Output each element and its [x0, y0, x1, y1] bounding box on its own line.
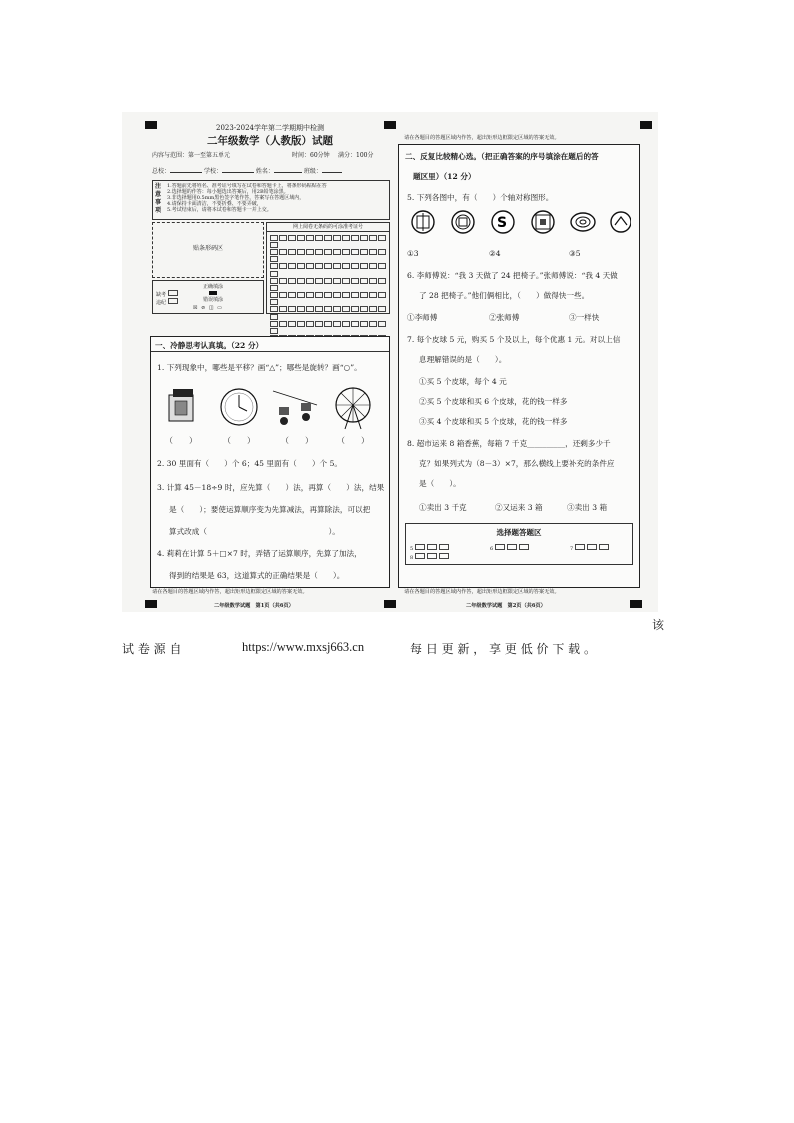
symbol-figure-6: [611, 212, 631, 232]
number-bubble[interactable]: [378, 235, 386, 241]
number-bubble[interactable]: [342, 235, 350, 241]
field-school: 学校：: [203, 168, 222, 175]
number-bubble[interactable]: [306, 278, 314, 284]
number-bubble[interactable]: [333, 321, 341, 327]
section2-panel: [398, 144, 640, 588]
number-bubble[interactable]: [315, 321, 323, 327]
q8-option-2: ②又运来 3 箱: [495, 503, 543, 512]
number-bubble[interactable]: [342, 278, 350, 284]
left-page-warning: 请在各题目的答题区域内作答，超出矩形边框限定区域的答案无效。: [152, 589, 308, 595]
symbol-figure-4: [532, 211, 554, 233]
note-line: 1.答题前先将姓名、准考证号填写在试卷和答题卡上，将条形码粘贴在答: [167, 183, 327, 189]
number-bubble[interactable]: [378, 292, 386, 298]
q6-text-a: 6. 李师傅说：“我 3 天做了 24 把椅子。”张师傅说：“我 4 天做: [407, 271, 618, 280]
section1-panel: [150, 336, 390, 588]
number-bubble[interactable]: [378, 278, 386, 284]
symbol-figure-2: [452, 211, 474, 233]
number-bubble[interactable]: [333, 263, 341, 269]
number-bubble[interactable]: [279, 321, 287, 327]
number-bubble[interactable]: [360, 306, 368, 312]
number-bubble[interactable]: [342, 263, 350, 269]
number-bubble[interactable]: [351, 235, 359, 241]
q6-option-3: ③一样快: [569, 313, 600, 322]
violation-label: 违纪: [156, 298, 180, 306]
q3-text-a: 3. 计算 45－18÷9 时，应先算（ ）法，再算（ ）法，结果: [157, 483, 385, 492]
number-bubble[interactable]: [360, 278, 368, 284]
number-bubble[interactable]: [270, 249, 278, 255]
q5-option-3: ③5: [569, 249, 581, 258]
q5-figures: [411, 209, 631, 235]
number-bubble[interactable]: [360, 263, 368, 269]
number-bubble[interactable]: [333, 249, 341, 255]
number-bubble[interactable]: [288, 306, 296, 312]
number-bubble[interactable]: [351, 292, 359, 298]
number-bubble[interactable]: [306, 263, 314, 269]
number-bubble[interactable]: [270, 242, 278, 248]
right-page-warning: 请在各题目的答题区域内作答，超出矩形边框限定区域的答案无效。: [404, 589, 560, 595]
answer-row-8: 8: [410, 553, 451, 561]
number-bubble[interactable]: [306, 235, 314, 241]
number-bubble[interactable]: [279, 278, 287, 284]
answer-area-title: 选择题答题区: [496, 528, 542, 537]
source-suffix: 每 日 更 新 ， 享 更 低 价 下 载 。: [410, 642, 596, 656]
source-prefix: 试 卷 源 自: [122, 642, 182, 656]
q7-text-a: 7. 每个皮球 5 元，购买 5 个及以上，每个优惠 1 元。对以上信: [407, 335, 621, 344]
exam-scope: 内容与范围：第一至第五单元: [152, 152, 231, 159]
section2-heading: 二、反复比较精心选。（把正确答案的序号填涂在题后的答: [405, 152, 599, 161]
symbol-figure-1: [412, 211, 434, 233]
exam-title: 二年级数学（人教版）试题: [207, 135, 333, 147]
notes-label: 注意事项: [155, 183, 162, 214]
number-bubble[interactable]: [306, 306, 314, 312]
q1-blank-2[interactable]: （ ）: [223, 436, 255, 445]
number-bubble[interactable]: [297, 306, 305, 312]
wrong-fill-label: 错误填涂: [203, 297, 224, 303]
number-bubble[interactable]: [306, 292, 314, 298]
answer-area: [405, 523, 633, 565]
answer-row-7: 7: [570, 544, 611, 552]
number-bubble[interactable]: [324, 263, 332, 269]
number-bubble[interactable]: [378, 263, 386, 269]
number-bubble[interactable]: [288, 235, 296, 241]
q1-text: 1. 下列现象中，哪些是平移？画“△”；哪些是旋转？画“○”。: [157, 363, 362, 372]
number-bubble[interactable]: [270, 306, 278, 312]
online-label: 网上阅卷无条码的可涂准考证号: [267, 223, 389, 232]
note-line: 5.考试结束后，请将本试卷和答题卡一并上交。: [167, 207, 272, 213]
number-bubble[interactable]: [324, 278, 332, 284]
number-bubble[interactable]: [324, 321, 332, 327]
q1-pictures: [161, 385, 381, 433]
number-bubble[interactable]: [288, 249, 296, 255]
exam-score: 满分：100分: [338, 152, 374, 159]
correct-fill-label: 正确填涂: [203, 284, 224, 290]
number-bubble[interactable]: [351, 249, 359, 255]
registration-mark: [640, 121, 652, 129]
registration-mark: [384, 600, 396, 608]
number-bubble[interactable]: [279, 292, 287, 298]
source-url[interactable]: https://www.mxsj663.cn: [242, 640, 365, 654]
q3-text-b: 是（ ）；要使运算顺序变为先算减法，再算除法，可以把: [169, 505, 371, 514]
violation-bubble[interactable]: [168, 298, 178, 304]
note-line: 4.请保持卡面清洁，不要折叠、不要弄破，: [167, 201, 262, 207]
symbol-figure-5: [571, 213, 595, 231]
number-bubble[interactable]: [270, 321, 278, 327]
absent-label: 缺考: [156, 290, 180, 298]
section1-heading: 一、冷静思考认真填。（22 分）: [155, 341, 264, 350]
number-bubble[interactable]: [324, 249, 332, 255]
registration-mark: [630, 600, 642, 608]
q7-option-3: ③买 4 个皮球和买 5 个皮球，花的钱一样多: [419, 417, 568, 426]
cable-car-icon: [273, 391, 317, 425]
answer-row-5: 5: [410, 544, 451, 552]
number-bubble[interactable]: [369, 306, 377, 312]
number-bubble[interactable]: [378, 306, 386, 312]
number-bubble[interactable]: [315, 306, 323, 312]
q1-blank-1[interactable]: （ ）: [165, 436, 197, 445]
number-bubble[interactable]: [369, 292, 377, 298]
number-bubble[interactable]: [342, 292, 350, 298]
number-bubble[interactable]: [342, 306, 350, 312]
q8-text-b: 克？如果列式为（8－3）×7，那么横线上要补充的条件应: [419, 459, 615, 468]
registration-mark: [145, 600, 157, 608]
q8-text-c: 是（ ）。: [419, 479, 461, 488]
number-bubble[interactable]: [288, 278, 296, 284]
number-bubble[interactable]: [270, 256, 278, 262]
q6-option-2: ②张师傅: [489, 313, 520, 322]
number-bubble[interactable]: [333, 292, 341, 298]
number-bubble[interactable]: [288, 321, 296, 327]
exam-year-line: 2023-2024学年第二学期期中检测: [216, 124, 324, 132]
number-bubble[interactable]: [369, 249, 377, 255]
number-bubble[interactable]: [324, 235, 332, 241]
number-bubble[interactable]: [315, 235, 323, 241]
number-bubble[interactable]: [270, 328, 278, 334]
number-bubble[interactable]: [351, 321, 359, 327]
section2-heading-cont: 题区里）（12 分）: [413, 172, 476, 181]
number-bubble[interactable]: [333, 235, 341, 241]
absent-fill-box: [152, 280, 264, 314]
exam-time: 时间：60分钟: [292, 152, 330, 159]
number-bubble[interactable]: [342, 249, 350, 255]
q2-text: 2. 30 里面有（ ）个 6；45 里面有（ ）个 5。: [157, 459, 342, 468]
field-zongxiao: 总校：: [152, 168, 171, 175]
q4-text-b: 得到的结果是 63，这道算式的正确结果是（ ）。: [169, 571, 345, 580]
number-bubble[interactable]: [333, 306, 341, 312]
number-bubble[interactable]: [378, 249, 386, 255]
number-bubble[interactable]: [315, 249, 323, 255]
number-bubble[interactable]: [270, 292, 278, 298]
wrong-fill-samples: ☒ ⊘ ◫ ▭: [193, 305, 223, 311]
number-bubble[interactable]: [297, 321, 305, 327]
q5-text: 5. 下列各图中，有（ ）个轴对称图形。: [407, 193, 554, 202]
number-bubble[interactable]: [369, 263, 377, 269]
svg-text:S: S: [497, 215, 508, 231]
number-bubble[interactable]: [378, 321, 386, 327]
number-bubble[interactable]: [270, 271, 278, 277]
barcode-label: 贴条形码区: [192, 245, 223, 252]
student-info-line: [152, 168, 392, 176]
number-bubble[interactable]: [288, 263, 296, 269]
number-bubble[interactable]: [360, 292, 368, 298]
number-bubble[interactable]: [369, 278, 377, 284]
number-bubble[interactable]: [297, 235, 305, 241]
q7-option-1: ①买 5 个皮球，每个 4 元: [419, 377, 507, 386]
number-bubble[interactable]: [297, 263, 305, 269]
number-bubble[interactable]: [270, 263, 278, 269]
number-bubble[interactable]: [324, 306, 332, 312]
q7-text-b: 息理解错误的是（ ）。: [419, 355, 507, 364]
right-page-warning-top: 请在各题目的答题区域内作答，超出矩形边框限定区域的答案无效。: [404, 135, 560, 141]
number-bubble[interactable]: [360, 321, 368, 327]
number-bubble[interactable]: [288, 292, 296, 298]
number-bubble[interactable]: [297, 249, 305, 255]
right-page-footer: 二年级数学试题 第2页（共6页）: [466, 603, 546, 609]
number-bubble[interactable]: [369, 235, 377, 241]
number-bubble[interactable]: [333, 278, 341, 284]
number-bubble[interactable]: [297, 278, 305, 284]
clock-icon: [221, 389, 257, 425]
q8-text-a: 8. 超市运来 8 箱香蕉，每箱 7 千克__________，还剩多少千: [407, 439, 611, 448]
number-bubble[interactable]: [297, 292, 305, 298]
note-line: 3.非选择题用0.5mm黑色签字笔作答，答案写在答题区域内，: [167, 195, 305, 201]
symbol-figure-3: [492, 211, 514, 233]
q6-option-1: ①李师傅: [407, 313, 438, 322]
q8-option-1: ①卖出 3 千克: [419, 503, 467, 512]
answer-row-6: 6: [490, 544, 531, 552]
barcode-area: [152, 222, 264, 278]
number-bubble[interactable]: [270, 235, 278, 241]
q5-option-2: ②4: [489, 249, 501, 258]
elevator-icon: [169, 389, 193, 421]
q6-text-b: 了 28 把椅子。”他们俩相比，（ ）做得快一些。: [419, 291, 590, 300]
notes-lines: [167, 183, 387, 213]
field-name: 姓名：: [255, 168, 274, 175]
number-bubble[interactable]: [270, 285, 278, 291]
correct-fill-sample: [209, 291, 217, 295]
field-class: 班级：: [303, 168, 322, 175]
ferris-wheel-icon: [336, 388, 370, 429]
number-bubble[interactable]: [270, 299, 278, 305]
notes-box: [152, 180, 390, 220]
number-bubble[interactable]: [279, 235, 287, 241]
q8-option-3: ③卖出 3 箱: [567, 503, 608, 512]
number-bubble[interactable]: [342, 321, 350, 327]
number-bubble[interactable]: [315, 292, 323, 298]
q4-text-a: 4. 莉莉在计算 5＋□×7 时，弄错了运算顺序，先算了加法，: [157, 549, 362, 558]
number-bubble[interactable]: [324, 292, 332, 298]
number-bubble[interactable]: [360, 249, 368, 255]
q1-blank-3[interactable]: （ ）: [281, 436, 313, 445]
left-page-footer: 二年级数学试题 第1页（共6页）: [214, 603, 294, 609]
number-bubble[interactable]: [270, 314, 278, 320]
number-bubble[interactable]: [351, 263, 359, 269]
number-bubble[interactable]: [315, 278, 323, 284]
number-bubble[interactable]: [351, 278, 359, 284]
number-bubble[interactable]: [315, 263, 323, 269]
number-bubble[interactable]: [279, 263, 287, 269]
number-bubble[interactable]: [279, 306, 287, 312]
number-bubble[interactable]: [306, 249, 314, 255]
number-bubble[interactable]: [369, 321, 377, 327]
source-line-end: 该: [652, 618, 665, 632]
number-bubble[interactable]: [360, 235, 368, 241]
number-bubble[interactable]: [270, 278, 278, 284]
note-line: 2.选择题的作答：每小题选出答案后，用2B铅笔涂黑。: [167, 189, 289, 195]
q7-option-2: ②买 5 个皮球和买 6 个皮球，花的钱一样多: [419, 397, 568, 406]
q5-option-1: ①3: [407, 249, 419, 258]
number-bubble[interactable]: [351, 306, 359, 312]
q1-blank-4[interactable]: （ ）: [337, 436, 369, 445]
absent-bubble[interactable]: [168, 290, 178, 296]
exam-number-grid: [266, 222, 390, 314]
q3-text-c: 算式改成（ ）。: [169, 527, 340, 536]
number-bubble[interactable]: [279, 249, 287, 255]
number-bubble[interactable]: [306, 321, 314, 327]
